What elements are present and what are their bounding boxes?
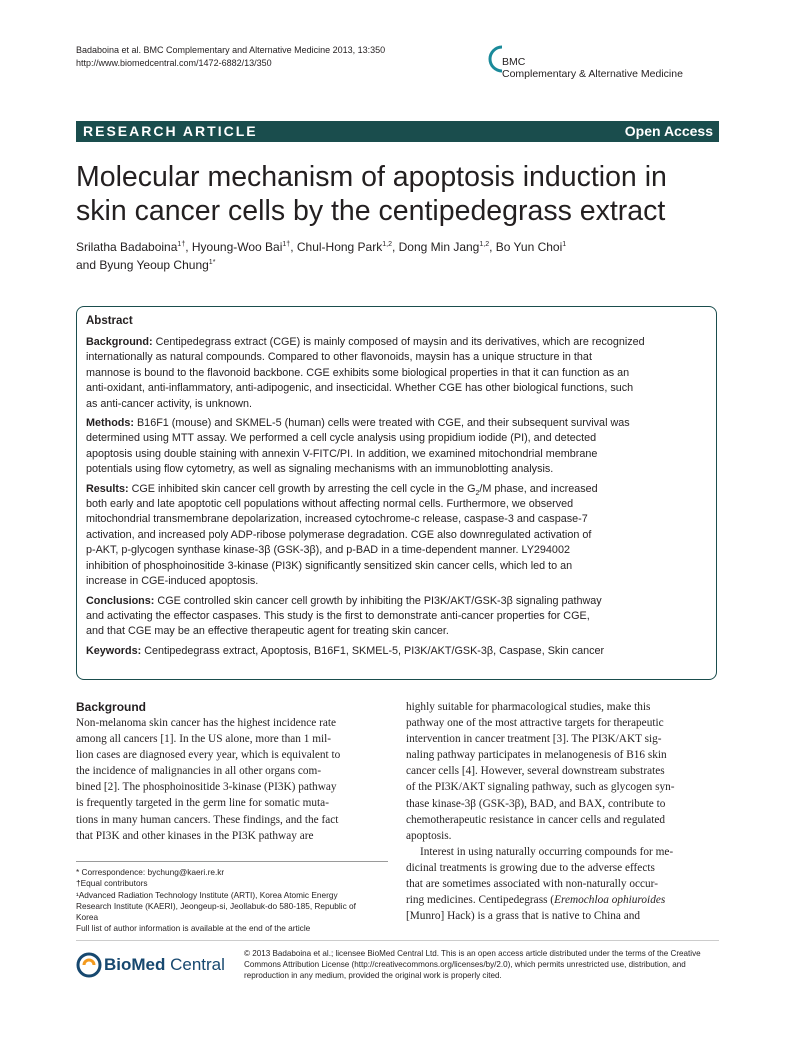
author-affiliation: 1 (562, 241, 567, 248)
body-right-column (406, 699, 719, 924)
author-line (76, 256, 726, 274)
section-label: Results: (86, 482, 129, 495)
citation-line: Badaboina et al. BMC Complementary and Alternative Medicine 2013, 13:350 (76, 45, 386, 55)
body-paragraph: highly suitable for pharmacological studies, make this pathway one of the most attractive targets for therapeutic intervention in cancer treatment [3]. The PI3K/AKT sig- naling pathway participates in melanogenesis of B16 skin cancer cells [4]. However, several downstream substrates of the PI3K/AKT signaling pathway, such as glycogen syn- thase kinase-3β (GSK-3β), BAD, and BAX, contribute to chemotherapeutic resistance in cancer cells and regulated apoptosis. (406, 701, 675, 842)
open-access-label: Open Access (624, 123, 713, 139)
article-type: RESEARCH ARTICLE (83, 123, 258, 139)
article-url[interactable]: http://www.biomedcentral.com/1472-6882/13/350 (76, 57, 272, 68)
title-line: skin cancer cells by the centipedegrass extract (76, 195, 666, 227)
abstract-heading: Abstract (86, 315, 133, 327)
logo-light-text: Central (165, 955, 225, 974)
author-name: Srilatha Badaboina (76, 240, 178, 254)
author-line (76, 238, 726, 256)
species-name: Eremochloa ophiuroides (554, 894, 666, 907)
footnotes: * Correspondence: bychung@kaeri.re.kr †Equal contributors ¹Advanced Radiation Technology Institute (ARTI), Korea Atomic Energy Research Institute (KAERI), Jeongeup-si, Jeollabuk-do 580-185, Republic of Korea Full list of author information is available at the end of the article (76, 867, 388, 935)
author-affiliation: 1† (177, 241, 186, 248)
citation-header (76, 44, 385, 69)
title-line: Molecular mechanism of apoptosis induction in (76, 161, 667, 193)
abstract-results: Results: CGE inhibited skin cancer cell growth by arresting the cell cycle in the $G_2/M$ phase, and increased both early and late apoptotic cell populations without affecting normal cells. Furthermore, we observed mitochondrial transmembrane depolarization, increased cytochrome-c release, caspase-3 and caspase-7 activation, and increased poly ADP-ribose polymerase degradation. CGE also downregulated activation of p-AKT, p-glycogen synthase kinase-3β (GSK-3β), and p-BAD in a time-dependent manner. LY294002 inhibition of phosphoinositide 3-kinase (PI3K) significantly sensitized skin cancer cells, which led to an increase in CGE-induced apoptosis. (86, 482, 598, 588)
license-statement: © 2013 Badaboina et al.; licensee BioMed Central Ltd. This is an open access article distributed under the terms of the Creative Commons Attribution License (http://creativecommons.org/licenses/by/2.0), which permits unrestricted use, distribution, and reproduction in any medium, provided the original work is properly cited. (244, 949, 701, 981)
logo-bold-text: BioMed (104, 955, 166, 974)
biomed-central-logo (76, 946, 236, 986)
author-affiliation: 1,2 (382, 241, 392, 248)
biomed-swirl-icon (76, 950, 102, 980)
body-left-column: Background Non-melanoma skin cancer has the highest incidence rate among all cancers [1]. In the US alone, more than 1 mil- lion cases are diagnosed every year, which is equivalent to the incidence of malignancies in all other organs com- bined [2]. The phosphoinositide 3-kinase (PI3K) pathway is frequently targeted in the germ line for somatic muta- tions in many human cancers. These findings, and the fact that PI3K and other kinases in the PI3K pathway are (76, 699, 388, 844)
journal-name: Complementary & Alternative Medicine (502, 68, 683, 80)
abstract-keywords: Keywords: Centipedegrass extract, Apoptosis, B16F1, SKMEL-5, PI3K/AKT/GSK-3β, Caspase, Skin cancer (86, 644, 605, 657)
section-label: Keywords: (86, 644, 142, 657)
author-affiliation: 1,2 (479, 241, 490, 248)
author-name: , Hyoung-Woo Bai (185, 240, 283, 254)
author-affiliation: 1* (208, 259, 216, 266)
section-label: Conclusions: (86, 594, 155, 607)
author-name: and Byung Yeoup Chung (76, 258, 209, 272)
body-paragraph: Interest in using naturally occurring compounds for me- dicinal treatments is growing due to the adverse effects that are sometimes associated with non-naturally occur- ring medicines. Centipedegrass (Eremochloa ophiuroides [Munro] Hack) is a grass that is native to China and (406, 845, 674, 923)
article-title (76, 160, 726, 228)
section-heading: Background (76, 700, 147, 714)
author-list (76, 238, 726, 274)
author-affiliation: 1† (282, 241, 291, 248)
section-label: Methods: (86, 417, 134, 430)
abstract-box (76, 306, 717, 680)
journal-logo (488, 44, 720, 100)
section-label: Background: (86, 336, 153, 348)
abstract-background: Background: Centipedegrass extract (CGE) is mainly composed of maysin and its derivatives, which are recognized internationally as natural compounds. Compared to other flavonoids, maysin has a unique structure in that mannose is bound to the flavonoid backbone. CGE exhibits some biological properties in that it can function as an anti-oxidant, anti-inflammatory, anti-adipogenic, and insecticidal. Whether CGE has other biological functions, such as anti-cancer activity, is unknown. (86, 336, 645, 410)
footer-divider (76, 940, 719, 941)
author-name: , Dong Min Jang (391, 240, 480, 254)
author-name: , Chul-Hong Park (290, 240, 383, 254)
author-name: , Bo Yun Choi (489, 240, 563, 254)
article-type-banner (76, 121, 719, 142)
footnote-divider (76, 861, 388, 862)
journal-bmc: BMC (502, 56, 526, 68)
abstract-methods: Methods: B16F1 (mouse) and SKMEL-5 (human) cells were treated with CGE, and their subsequent survival was determined using MTT assay. We performed a cell cycle analysis using propidium iodide (PI), and detected apoptosis using double staining with annexin V-FITC/PI. In addition, we examined mitochondrial membrane potentials using flow cytometry, as well as signaling mechanisms with an immunoblotting analysis. (86, 417, 630, 476)
abstract-conclusions: Conclusions: CGE controlled skin cancer cell growth by inhibiting the PI3K/AKT/GSK-3β signaling pathway and activating the effector caspases. This study is the first to demonstrate anti-cancer properties for CGE, and that CGE may be an effective therapeutic agent for treating skin cancer. (86, 594, 602, 638)
abstract-body (86, 335, 706, 663)
correspondence-email[interactable]: * Correspondence: bychung@kaeri.re.kr (76, 867, 225, 877)
